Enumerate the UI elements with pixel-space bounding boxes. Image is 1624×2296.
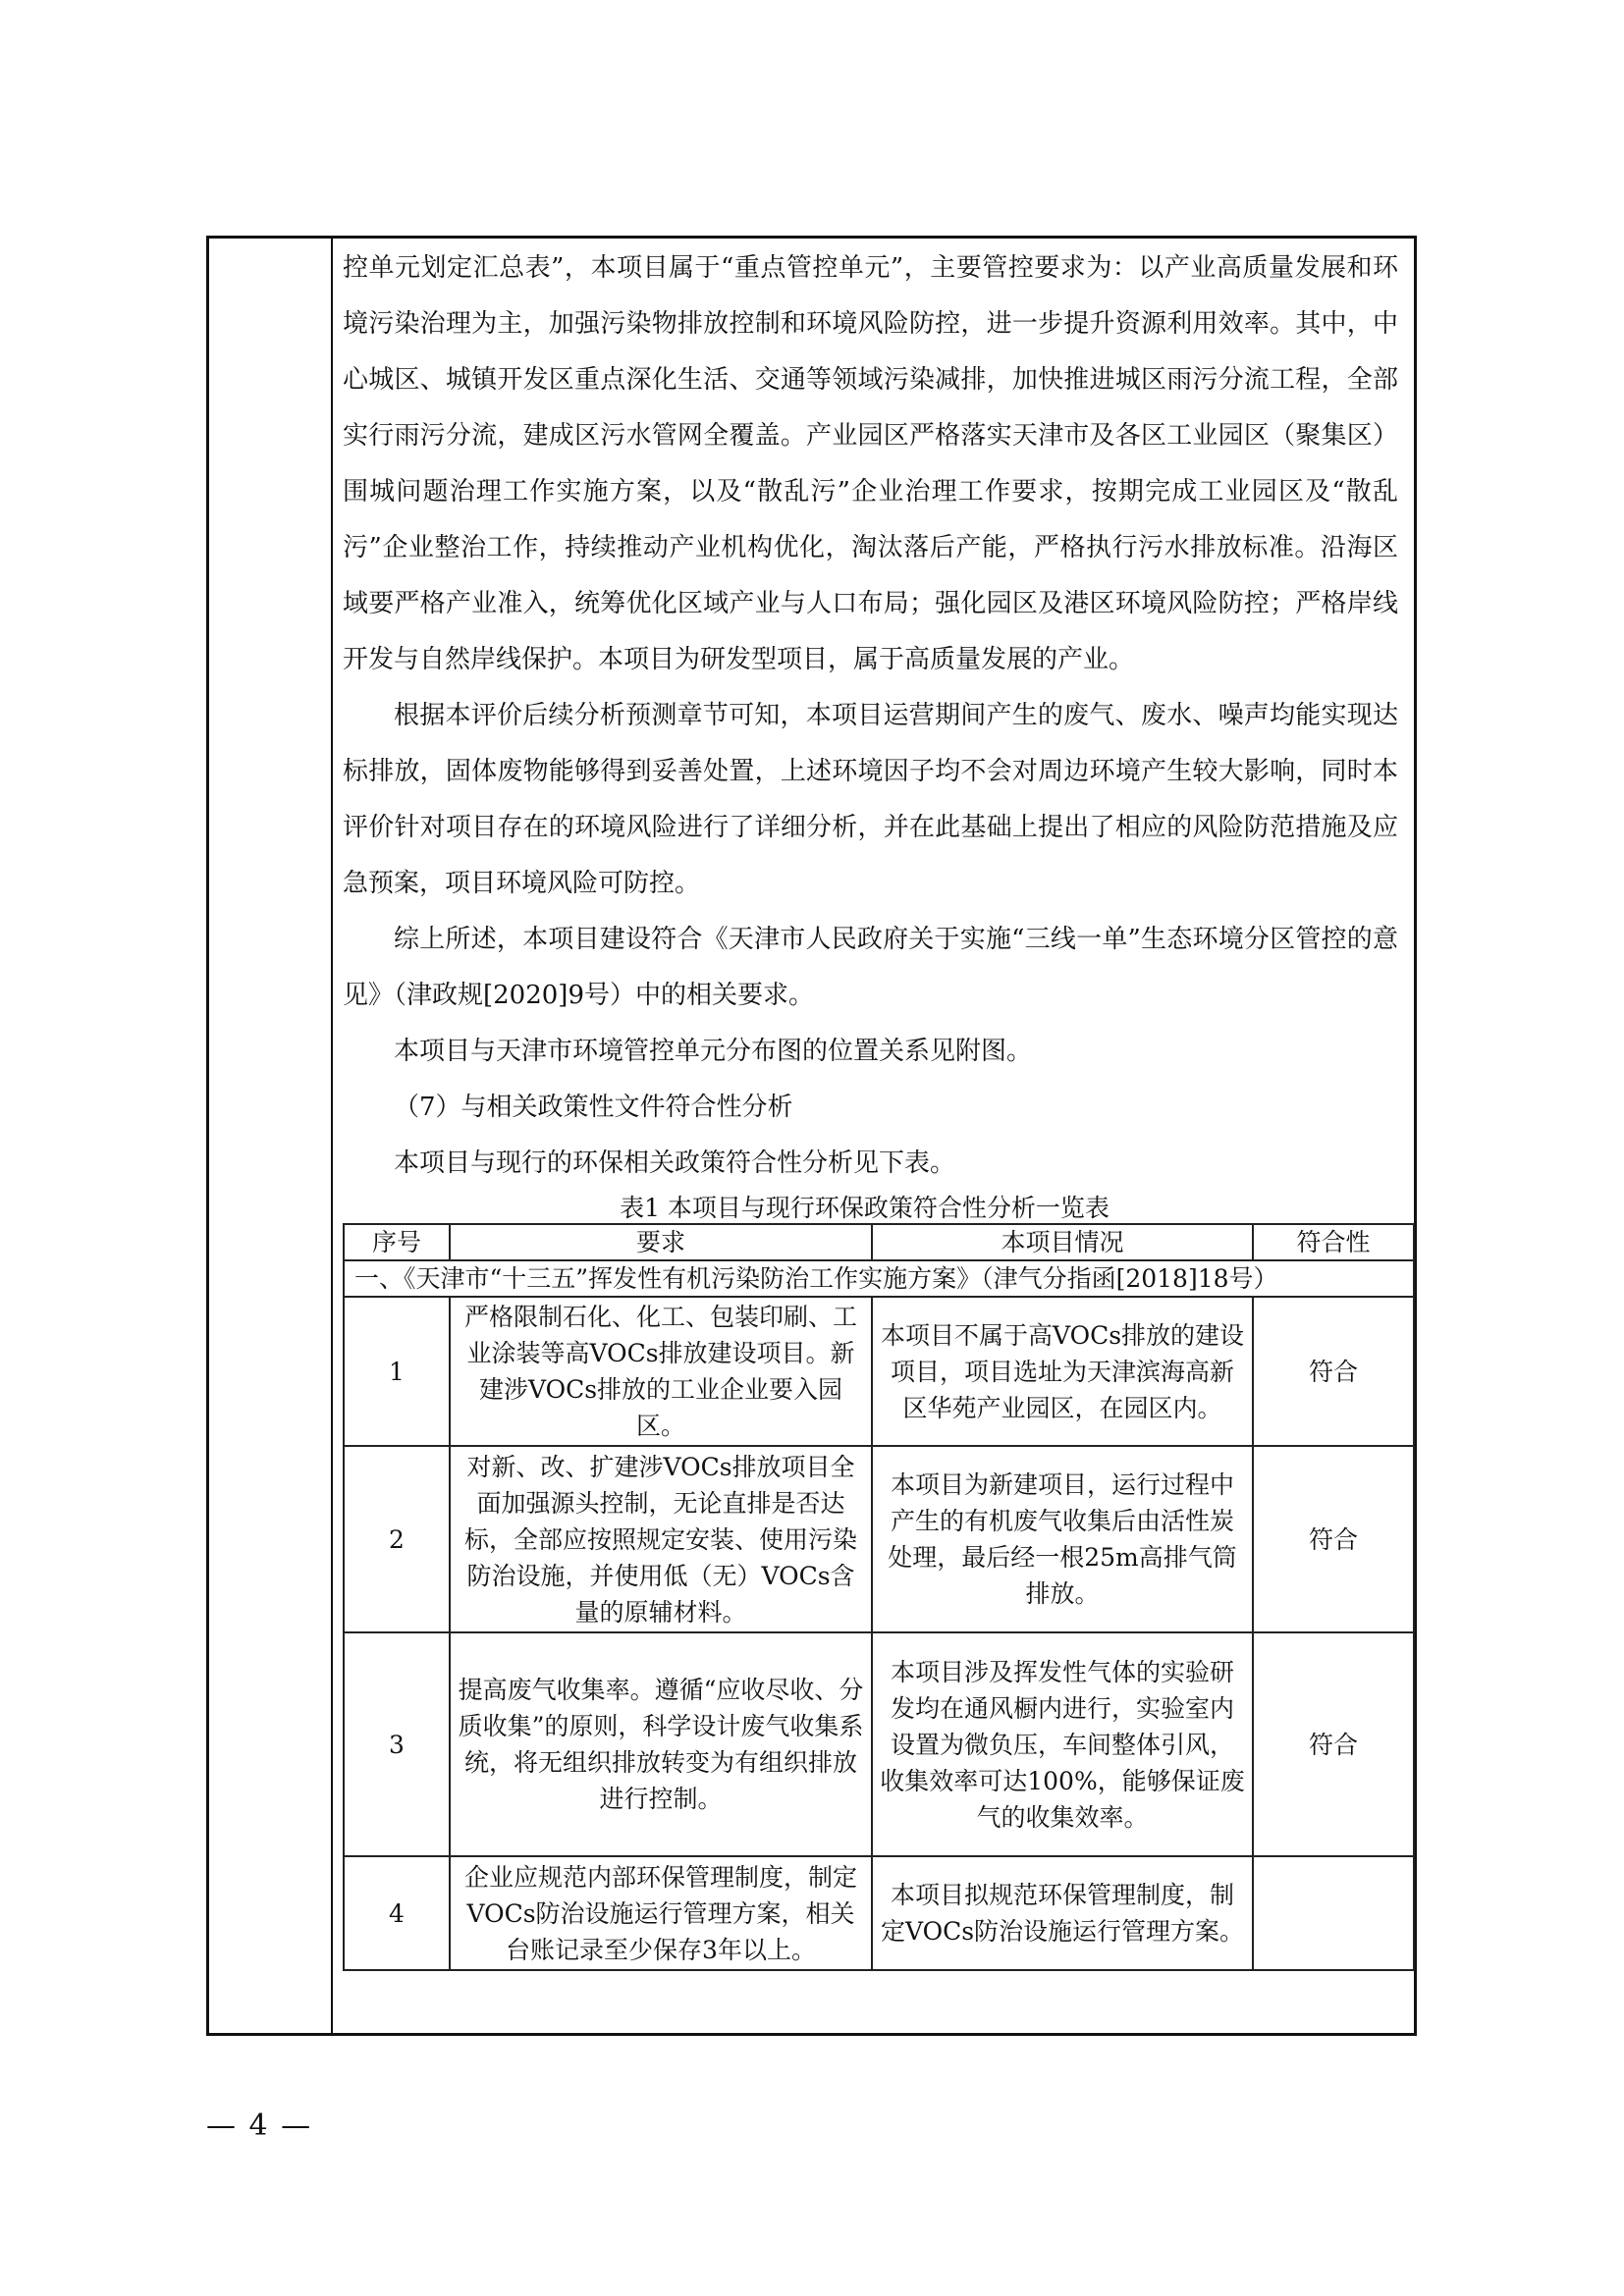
page-number: — 4 — bbox=[206, 2109, 313, 2143]
section-title: 一、《天津市“十三五”挥发性有机污染防治工作实施方案》（津气分指函[2018]18号） bbox=[344, 1260, 1414, 1297]
row-requirement: 严格限制石化、化工、包装印刷、工业涂装等高VOCs排放建设项目。新建涉VOCs排放的工业企业要入园区。 bbox=[450, 1297, 872, 1446]
header-requirement: 要求 bbox=[450, 1224, 872, 1260]
row-situation: 本项目不属于高VOCs排放的建设项目，项目选址为天津滨海高新区华苑产业园区，在园区内。 bbox=[872, 1297, 1253, 1446]
row-requirement: 对新、改、扩建涉VOCs排放项目全面加强源头控制，无论直排是否达标，全部应按照规定安装、使用污染防治设施，并使用低（无）VOCs含量的原辅材料。 bbox=[450, 1446, 872, 1632]
row-no: 4 bbox=[344, 1856, 450, 1970]
table-row bbox=[344, 1297, 1414, 1446]
paragraph-control-unit: 控单元划定汇总表”，本项目属于“重点管控单元”，主要管控要求为：以产业高质量发展和环境污染治理为主，加强污染物排放控制和环境风险防控，进一步提升资源利用效率。其中，中心城区、城镇开发区重点深化生活、交通等领域污染减排，加快推进城区雨污分流工程，全部实行雨污分流，建成区污水管网全覆盖。产业园区严格落实天津市及各区工业园区（聚集区）围城问题治理工作实施方案，以及“散乱污”企业治理工作要求，按期完成工业园区及“散乱污”企业整治工作，持续推动产业机构优化，淘汰落后产能，严格执行污水排放标准。沿海区域要严格产业准入，统筹优化区域产业与人口布局；强化园区及港区环境风险防控；严格岸线开发与自然岸线保护。本项目为研发型项目，属于高质量发展的产业。 bbox=[343, 253, 1398, 674]
paragraph-map-reference: 本项目与天津市环境管控单元分布图的位置关系见附图。 bbox=[394, 1037, 1033, 1066]
header-situation: 本项目情况 bbox=[872, 1224, 1253, 1260]
paragraph-analysis: 根据本评价后续分析预测章节可知，本项目运营期间产生的废气、废水、噪声均能实现达标排放，固体废物能够得到妥善处置，上述环境因子均不会对周边环境产生较大影响，同时本评价针对项目存在的环境风险进行了详细分析，并在此基础上提出了相应的风险防范措施及应急预案，项目环境风险可防控。 bbox=[343, 701, 1398, 898]
row-situation: 本项目涉及挥发性气体的实验研发均在通风橱内进行，实验室内设置为微负压，车间整体引风，收集效率可达100%，能够保证废气的收集效率。 bbox=[872, 1632, 1253, 1856]
section-heading: （7）与相关政策性文件符合性分析 bbox=[394, 1093, 793, 1122]
row-no: 2 bbox=[344, 1446, 450, 1632]
row-no: 1 bbox=[344, 1297, 450, 1446]
header-no: 序号 bbox=[344, 1224, 450, 1260]
row-situation: 本项目为新建项目，运行过程中产生的有机废气收集后由活性炭处理，最后经一根25m高排气筒排放。 bbox=[872, 1446, 1253, 1632]
row-requirement: 企业应规范内部环保管理制度，制定VOCs防治设施运行管理方案，相关台账记录至少保存3年以上。 bbox=[450, 1856, 872, 1970]
row-compliance: 符合 bbox=[1253, 1446, 1414, 1632]
row-compliance bbox=[1253, 1856, 1414, 1970]
row-compliance: 符合 bbox=[1253, 1297, 1414, 1446]
content-column bbox=[331, 239, 1414, 2033]
table-header-row bbox=[344, 1224, 1414, 1260]
row-compliance: 符合 bbox=[1253, 1632, 1414, 1856]
row-situation: 本项目拟规范环保管理制度，制定VOCs防治设施运行管理方案。 bbox=[872, 1856, 1253, 1970]
paragraph-table-intro: 本项目与现行的环保相关政策符合性分析见下表。 bbox=[394, 1148, 956, 1178]
header-compliance: 符合性 bbox=[1253, 1224, 1414, 1260]
content-frame bbox=[206, 236, 1417, 2036]
table-row bbox=[344, 1446, 1414, 1632]
row-requirement: 提高废气收集率。遵循“应收尽收、分质收集”的原则，科学设计废气收集系统，将无组织排放转变为有组织排放进行控制。 bbox=[450, 1632, 872, 1856]
paragraph-conclusion: 综上所述，本项目建设符合《天津市人民政府关于实施“三线一单”生态环境分区管控的意见》（津政规[2020]9号）中的相关要求。 bbox=[343, 925, 1398, 1010]
table-row bbox=[344, 1632, 1414, 1856]
table-section-row bbox=[344, 1260, 1414, 1297]
table-caption: 表1 本项目与现行环保政策符合性分析一览表 bbox=[620, 1194, 1110, 1222]
table-row bbox=[344, 1856, 1414, 1970]
policy-compliance-table bbox=[343, 1223, 1415, 1971]
row-no: 3 bbox=[344, 1632, 450, 1856]
